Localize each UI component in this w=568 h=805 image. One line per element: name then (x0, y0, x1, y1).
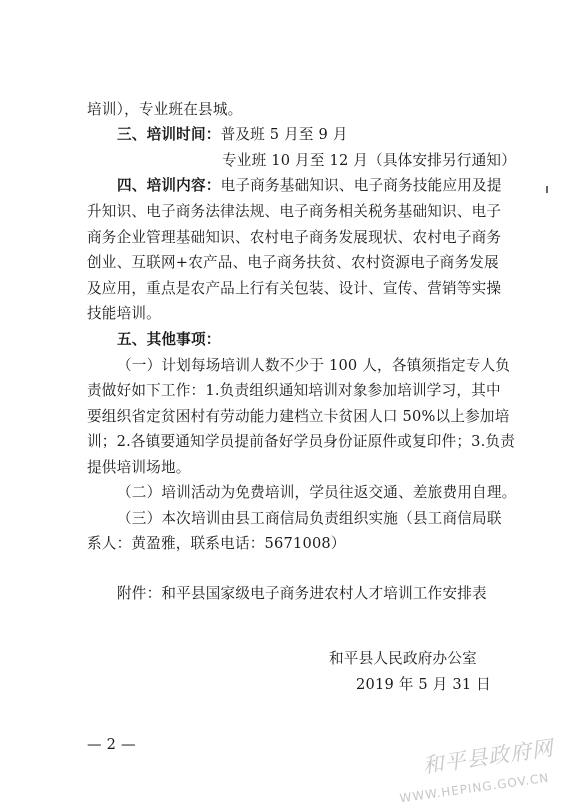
body-line: 专业班 10 月至 12 月（具体安排另行通知） (222, 152, 516, 169)
body-line: （三）本次培训由县工商信局负责组织实施（县工商信局联 (117, 510, 502, 527)
attachment-line: 附件：和平县国家级电子商务进农村人才培训工作安排表 (117, 585, 487, 602)
body-line: 及应用，重点是农产品上行有关包装、设计、宣传、营销等实操 (87, 280, 502, 297)
signature-org: 和平县人民政府办公室 (329, 650, 477, 667)
body-line: （一）计划每场培训人数不少于 100 人，各镇须指定专人负 (117, 357, 511, 374)
section-five-heading: 五、其他事项： (117, 331, 221, 348)
page-number: — 2 — (87, 736, 136, 753)
body-line: 升知识、电子商务法律法规、电子商务相关税务基础知识、电子 (87, 203, 502, 220)
body-line: 提供培训场地。 (87, 459, 191, 476)
section-four-text: 电子商务基础知识、电子商务技能应用及提 (220, 177, 502, 194)
body-line: 培训），专业班在县城。 (87, 101, 243, 118)
section-four (117, 176, 502, 196)
section-three-text: 普及班 5 月至 9 月 (220, 126, 348, 143)
body-line: （二）培训活动为免费培训，学员往返交通、差旅费用自理。 (117, 484, 517, 501)
body-line: 责做好如下工作：1.负责组织通知培训对象参加培训学习，其中 (87, 382, 501, 399)
section-three-heading: 三、培训时间： (117, 126, 221, 143)
scan-mark (546, 186, 548, 193)
body-line: 系人：黄盈雅，联系电话：5671008） (87, 535, 346, 552)
watermark-url: WWW.HEPING.GOV.CN (398, 770, 551, 805)
section-four-heading: 四、培训内容： (117, 177, 221, 194)
body-line: 训；2.各镇要通知学员提前备好学员身份证原件或复印件；3.负责 (87, 433, 516, 450)
signature-date: 2019 年 5 月 31 日 (356, 676, 491, 693)
section-three (117, 125, 348, 145)
body-line: 技能培训。 (87, 305, 161, 322)
body-line: 商务企业管理基础知识、农村电子商务发展现状、农村电子商务 (87, 229, 502, 246)
watermark-logo: 和平县政府网 (421, 735, 556, 779)
body-line: 要组织省定贫困村有劳动能力建档立卡贫困人口 50%以上参加培 (87, 408, 510, 425)
body-line: 创业、互联网+农产品、电子商务扶贫、农村资源电子商务发展 (87, 254, 499, 271)
